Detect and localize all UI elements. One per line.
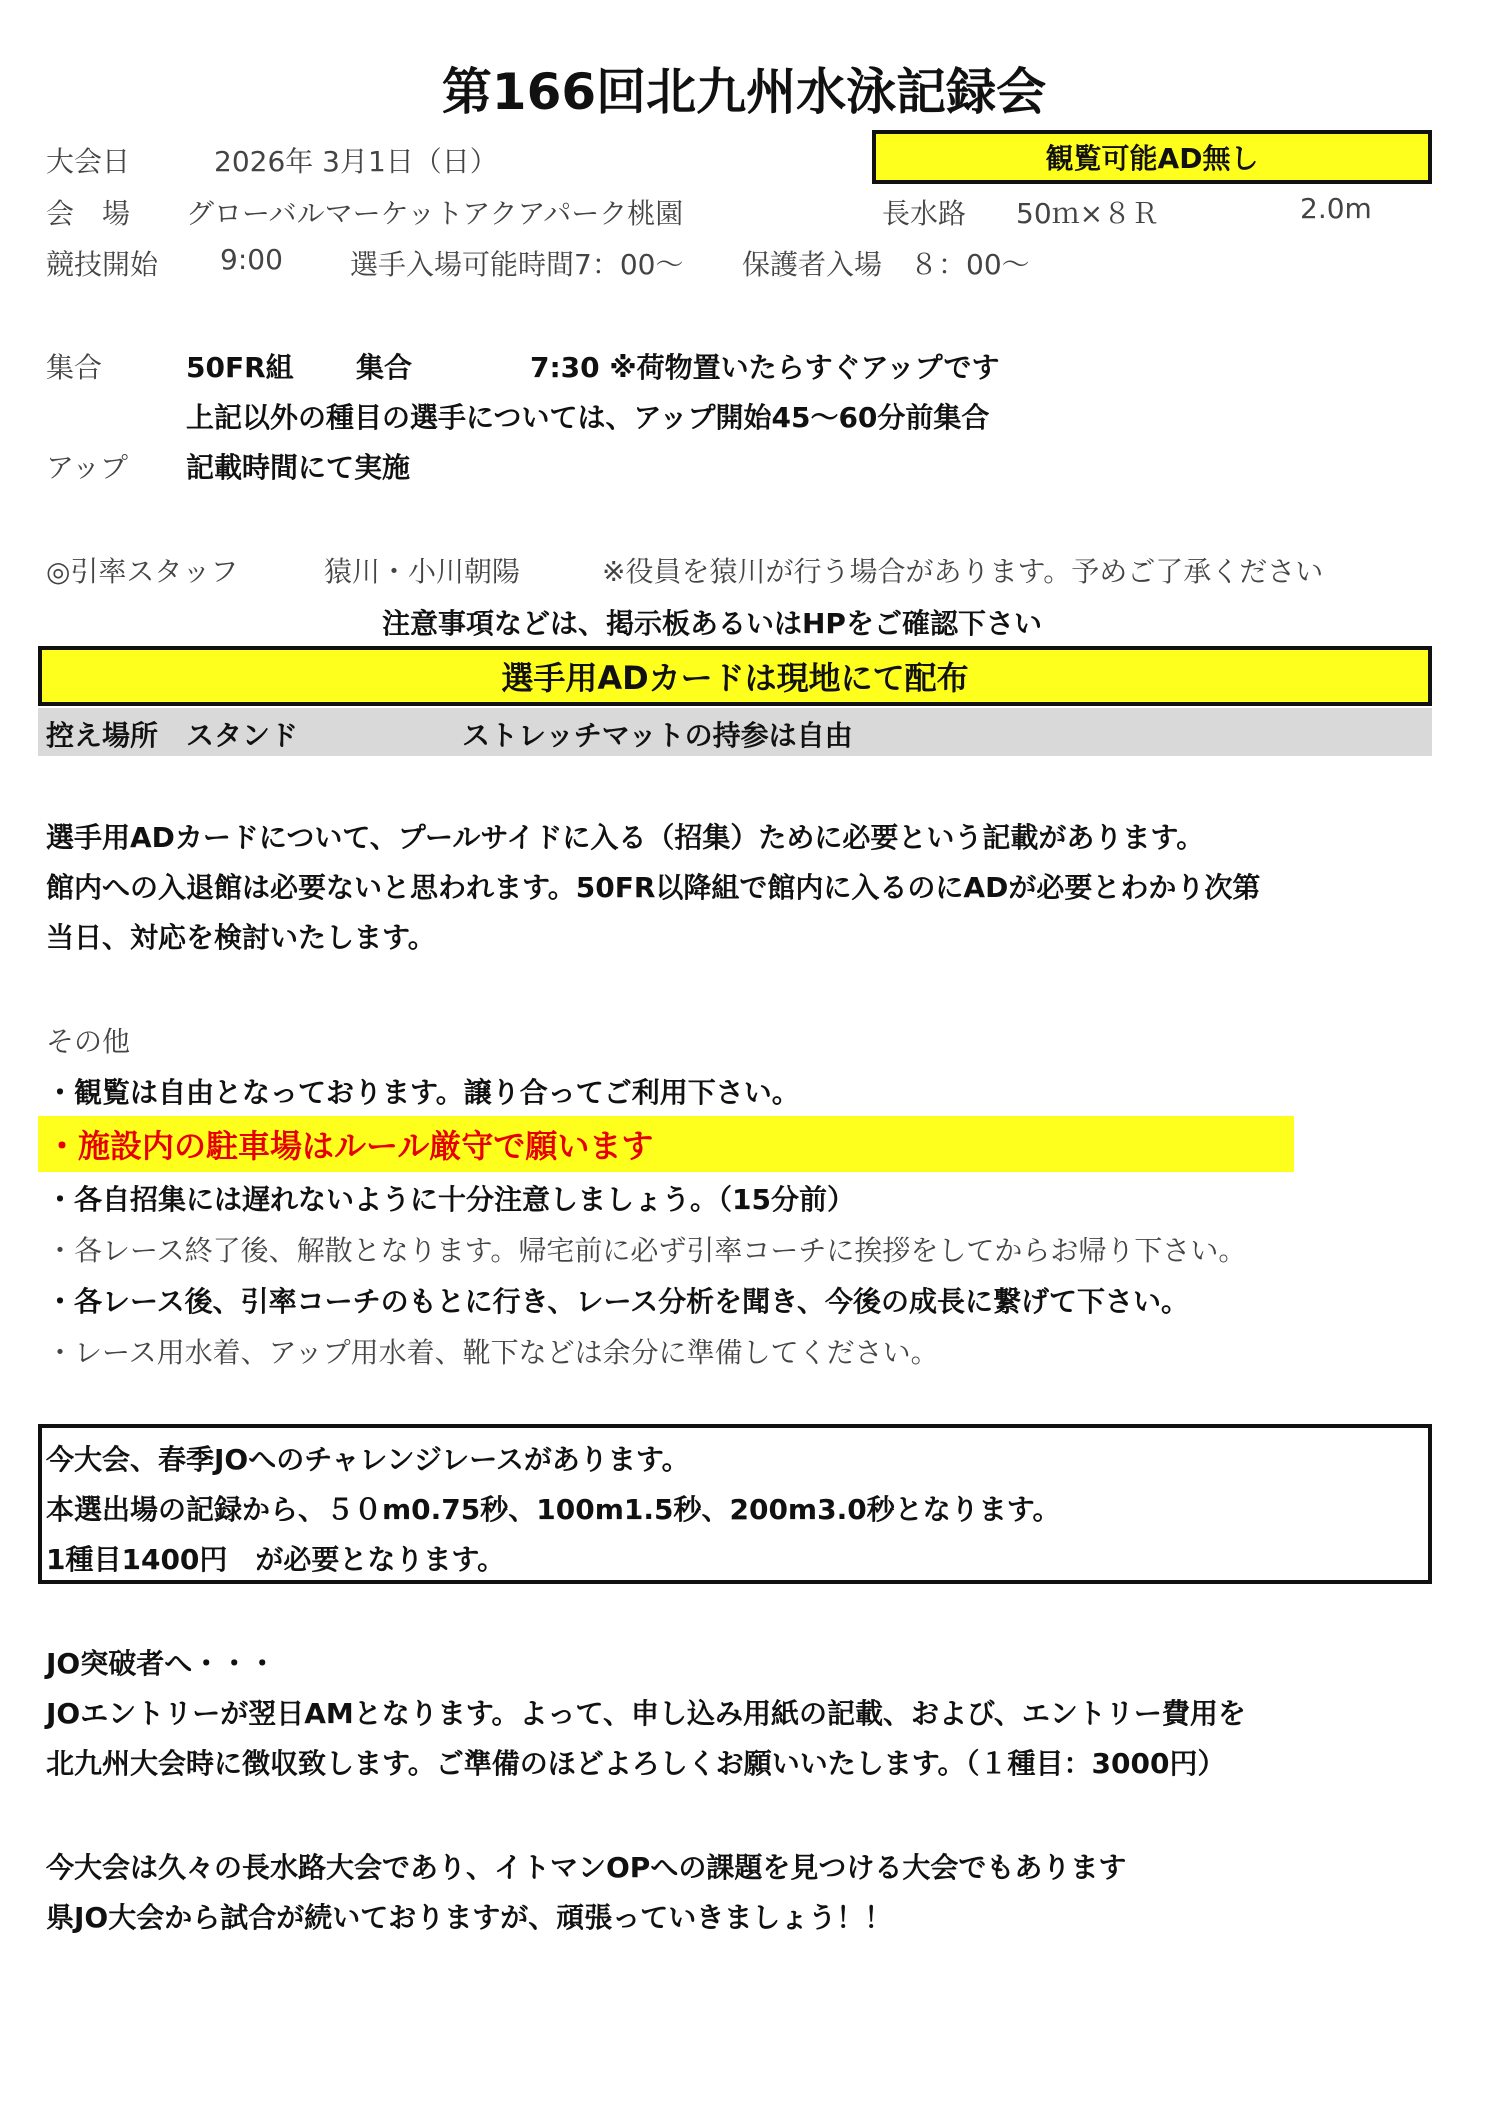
- other-item-6: ・レース用水着、アップ用水着、靴下などは余分に準備してください。: [46, 1336, 939, 1369]
- pool-lanes: 50ｍ×８Ｒ: [1016, 197, 1160, 230]
- waiting-mat: ストレッチマットの持参は自由: [462, 719, 853, 752]
- notice-text: 注意事項などは、掲示板あるいはHPをご確認下さい: [382, 607, 1042, 640]
- challenge-line-2: 本選出場の記録から、５０m0.75秒、100m1.5秒、200m3.0秒となります。: [46, 1493, 1061, 1526]
- staff-note: ※役員を猿川が行う場合があります。予めご了承ください: [602, 555, 1324, 588]
- jo-line-1: JO突破者へ・・・: [46, 1647, 277, 1680]
- waiting-bar: [38, 708, 1432, 756]
- pool-depth: 2.0m: [1300, 192, 1372, 225]
- assembly-other-note: 上記以外の種目の選手については、アップ開始45〜60分前集合: [186, 401, 990, 434]
- venue-value: グローバルマーケットアクアパーク桃園: [186, 197, 684, 230]
- warmup-label: アップ: [46, 451, 129, 484]
- other-item-1: ・観覧は自由となっております。譲り合ってご利用下さい。: [46, 1076, 800, 1109]
- other-item-5: ・各レース後、引率コーチのもとに行き、レース分析を聞き、今後の成長に繋げて下さい。: [46, 1285, 1189, 1318]
- other-item-4: ・各レース終了後、解散となります。帰宅前に必ず引率コーチに挨拶をしてからお帰り下さい。: [46, 1234, 1247, 1267]
- assembly-group-label: 集合: [356, 351, 413, 384]
- athlete-entry: 選手入場可能時間7：00〜: [350, 248, 684, 281]
- staff-names: 猿川・小川朝陽: [324, 555, 521, 588]
- closing-line-1: 今大会は久々の長水路大会であり、イトマンOPへの課題を見つける大会でもあります: [46, 1851, 1127, 1884]
- start-time: 9:00: [220, 243, 283, 276]
- date-label: 大会日: [46, 145, 131, 178]
- ad-card-banner-text: 選手用ADカードは現地にて配布: [501, 659, 969, 697]
- ad-info-line-3: 当日、対応を検討いたします。: [46, 921, 436, 954]
- guardian-entry: 保護者入場 ８：00〜: [742, 248, 1030, 281]
- jo-line-3: 北九州大会時に徴収致します。ご準備のほどよろしくお願いいたします。（１種目：3000円）: [46, 1747, 1226, 1780]
- ad-info-line-2: 館内への入退館は必要ないと思われます。50FR以降組で館内に入るのにADが必要とわかり次第: [46, 871, 1261, 904]
- viewing-badge: [872, 130, 1432, 184]
- pool-label: 長水路: [882, 197, 967, 230]
- assembly-group-note: 7:30 ※荷物置いたらすぐアップです: [530, 351, 1000, 384]
- date-value: 2026年 3月1日（日）: [214, 145, 498, 178]
- start-label: 競技開始: [46, 248, 159, 281]
- assembly-label: 集合: [46, 351, 103, 384]
- closing-line-2: 県JO大会から試合が続いておりますが、頑張っていきましょう！！: [46, 1901, 893, 1934]
- ad-card-banner: [38, 646, 1432, 706]
- assembly-group: 50FR組: [186, 351, 294, 384]
- other-item-2: ・施設内の駐車場はルール厳守で願います: [46, 1127, 654, 1165]
- staff-label: ◎引率スタッフ: [46, 555, 239, 588]
- page-title: 第166回北九州水泳記録会: [441, 63, 1047, 121]
- warmup-note: 記載時間にて実施: [186, 451, 411, 484]
- other-item-3: ・各自招集には遅れないように十分注意しましょう。（15分前）: [46, 1183, 855, 1216]
- challenge-line-3: 1種目1400円 が必要となります。: [46, 1543, 506, 1576]
- other-label: その他: [46, 1025, 131, 1058]
- jo-line-2: JOエントリーが翌日AMとなります。よって、申し込み用紙の記載、および、エントリー費用を: [46, 1697, 1246, 1730]
- ad-info-line-1: 選手用ADカードについて、プールサイドに入る（招集）ために必要という記載があります。: [46, 821, 1205, 854]
- venue-label: 会 場: [46, 197, 131, 230]
- viewing-badge-text: 観覧可能AD無し: [1045, 142, 1259, 175]
- waiting-place: 控え場所 スタンド: [46, 719, 299, 752]
- challenge-line-1: 今大会、春季JOへのチャレンジレースがあります。: [46, 1443, 690, 1476]
